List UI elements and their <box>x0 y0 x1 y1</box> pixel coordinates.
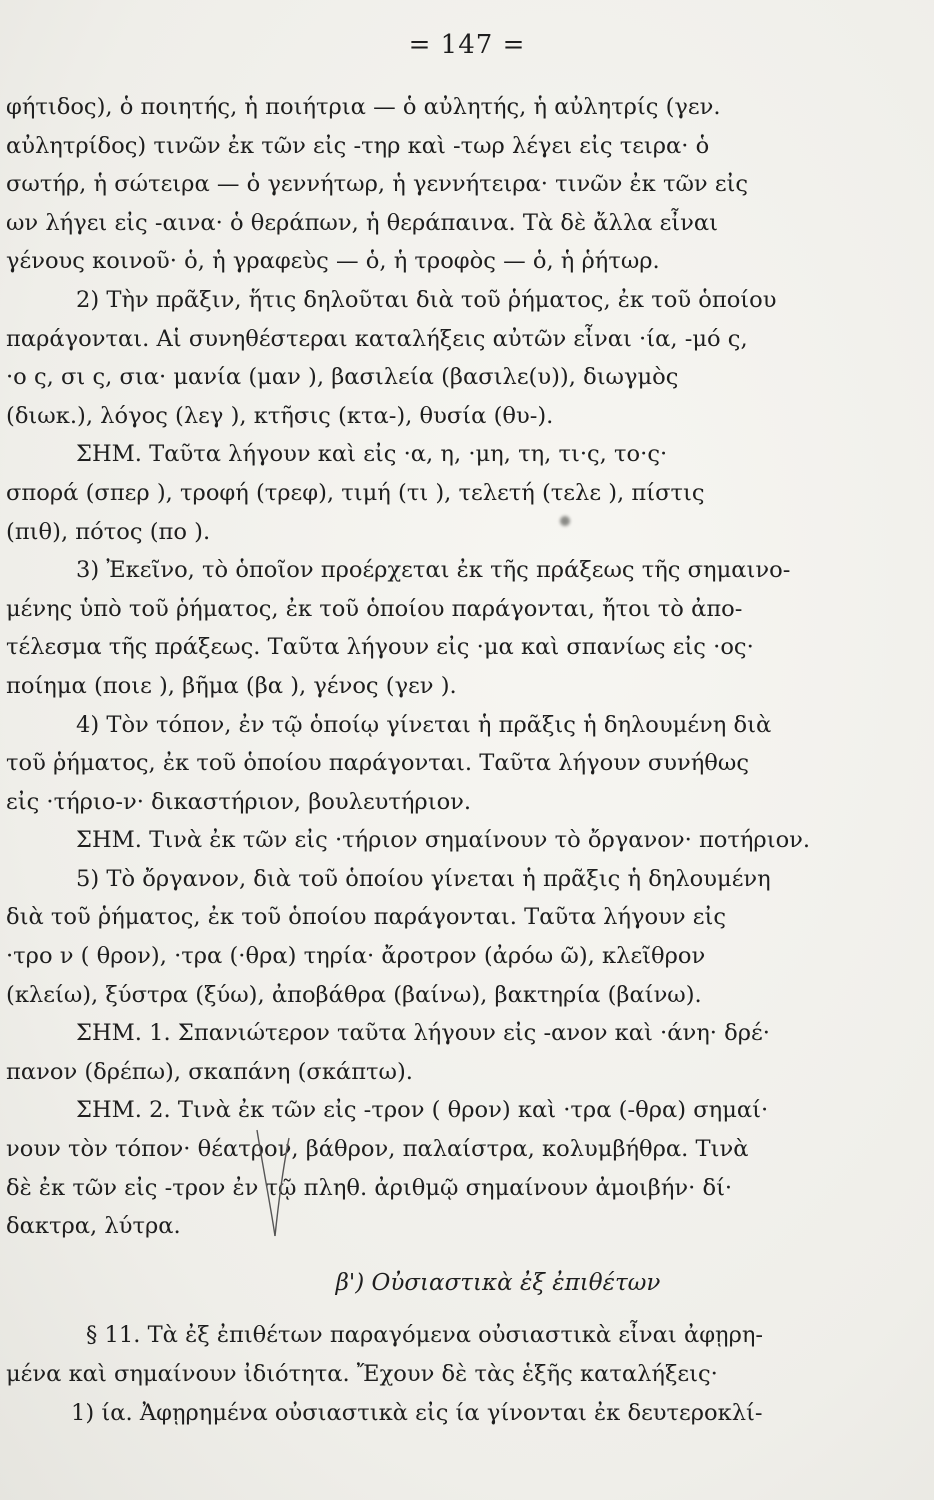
text-line: ποίημα (ποιε ), βῆμα (βα ), γένος (γεν ). <box>6 672 457 699</box>
ink-spot <box>560 516 570 526</box>
text-line: σπορά (σπερ ), τροφή (τρεφ), τιμή (τι ), τελετή (τελε ), πίστις <box>6 479 705 506</box>
text-line: ων λήγει εἰς -αινα· ὁ θεράπων, ἡ θεράπαινα. Τὰ δὲ ἄλλα εἶναι <box>6 209 719 236</box>
text-line: μένης ὑπὸ τοῦ ῥήματος, ἐκ τοῦ ὁποίου παράγονται, ἤτοι τὸ ἀπο- <box>6 595 743 622</box>
text-line: (κλείω), ξύστρα (ξύω), ἀποβάθρα (βαίνω), βακτηρία (βαίνω). <box>6 981 702 1008</box>
note-line: ΣΗΜ. 1. Σπανιώτερον ταῦτα λήγουν εἰς -ανον καὶ ·άνη· δρέ· <box>76 1020 770 1047</box>
paragraph-start-line: 3) Ἐκεῖνο, τὸ ὁποῖον προέρχεται ἐκ τῆς πράξεως τῆς σημαινο- <box>76 557 791 584</box>
text-line: ·ο ς, σι ς, σια· μανία (μαν ), βασιλεία (βασιλε(υ)), διωγμὸς <box>6 364 679 391</box>
text-line: φήτιδος), ὁ ποιητής, ἡ ποιήτρια — ὁ αὐλητής, ἡ αὐλητρίς (γεν. <box>6 94 721 120</box>
note-line: ΣΗΜ. Ταῦτα λήγουν καὶ εἰς ·α, η, ·μη, τη, τι·ς, το·ς· <box>76 441 668 468</box>
paragraph-start-line: 5) Τὸ ὄργανον, διὰ τοῦ ὁποίου γίνεται ἡ πρᾶξις ἡ δηλουμένη <box>76 865 771 892</box>
section-line: § 11. Τὰ ἐξ ἐπιθέτων παραγόμενα οὐσιαστικὰ εἶναι ἀφῃρη- <box>86 1322 764 1349</box>
text-line: νουν τὸν τόπον· θέατρον, βάθρον, παλαίστρα, κολυμβήθρα. Τινὰ <box>6 1136 749 1163</box>
text-line: εἰς ·τήριο-ν· δικαστήριον, βουλευτήριον. <box>6 788 472 815</box>
paragraph-start-line: 4) Τὸν τόπον, ἐν τῷ ὁποίῳ γίνεται ἡ πρᾶξις ἡ δηλουμένη διὰ <box>76 711 772 738</box>
text-line: δακτρα, λύτρα. <box>6 1213 181 1240</box>
section-line: 1) ία. Ἀφῃρημένα οὐσιαστικὰ εἰς ία γίνονται ἐκ δευτεροκλί- <box>71 1399 763 1426</box>
note-line: ΣΗΜ. 2. Τινὰ ἐκ τῶν εἰς -τρον ( θρον) καὶ ·τρα (-θρα) σημαί· <box>76 1097 769 1124</box>
text-line: παράγονται. Αἱ συνηθέστεραι καταλήξεις αὐτῶν εἶναι ·ία, -μό ς, <box>6 325 748 352</box>
text-line: (πιθ), πότος (πο ). <box>6 518 211 545</box>
text-line: διὰ τοῦ ῥήματος, ἐκ τοῦ ὁποίου παράγονται. Ταῦτα λήγουν εἰς <box>6 904 726 931</box>
paragraph-start-line: 2) Τὴν πρᾶξιν, ἥτις δηλοῦται διὰ τοῦ ῥήματος, ἐκ τοῦ ὁποίου <box>76 286 777 313</box>
text-line: σωτήρ, ἡ σώτειρα — ὁ γεννήτωρ, ἡ γεννήτειρα· τινῶν ἐκ τῶν εἰς <box>6 171 749 198</box>
note-line: ΣΗΜ. Τινὰ ἐκ τῶν εἰς ·τήριον σημαίνουν τὸ ὄργανον· ποτήριον. <box>76 827 811 854</box>
section-heading: β') Οὐσιαστικὰ ἐξ ἐπιθέτων <box>335 1269 661 1296</box>
text-line: (διωκ.), λόγος (λεγ ), κτῆσις (κτα-), θυσία (θυ-). <box>6 402 554 429</box>
text-line: ·τρο ν ( θρον), ·τρα (·θρα) τηρία· ἄροτρον (ἀρόω ῶ), κλεῖθρον <box>6 943 706 970</box>
text-line: τοῦ ῥήματος, ἐκ τοῦ ὁποίου παράγονται. Ταῦτα λήγουν συνήθως <box>6 750 749 777</box>
text-line: δὲ ἐκ τῶν εἰς -τρον ἐν τῷ πληθ. ἀριθμῷ σημαίνουν ἀμοιβήν· δί· <box>6 1174 733 1201</box>
pencil-mark-icon <box>253 1128 293 1238</box>
body-text <box>6 88 930 1432</box>
text-line: αὐλητρίδος) τινῶν ἐκ τῶν εἰς -τηρ καὶ -τωρ λέγει εἰς τειρα· ὁ <box>6 132 710 159</box>
page-number: = 147 = <box>408 30 526 60</box>
text-line: τέλεσμα τῆς πράξεως. Ταῦτα λήγουν εἰς ·μα καὶ σπανίως εἰς ·ος· <box>6 634 754 661</box>
text-line: γένους κοινοῦ· ὁ, ἡ γραφεὺς — ὁ, ἡ τροφὸς — ὁ, ἡ ῥήτωρ. <box>6 248 660 275</box>
section-line: μένα καὶ σημαίνουν ἰδιότητα. Ἔχουν δὲ τὰς ἑξῆς καταλήξεις· <box>6 1361 718 1387</box>
text-line: πανον (δρέπω), σκαπάνη (σκάπτω). <box>6 1058 413 1085</box>
